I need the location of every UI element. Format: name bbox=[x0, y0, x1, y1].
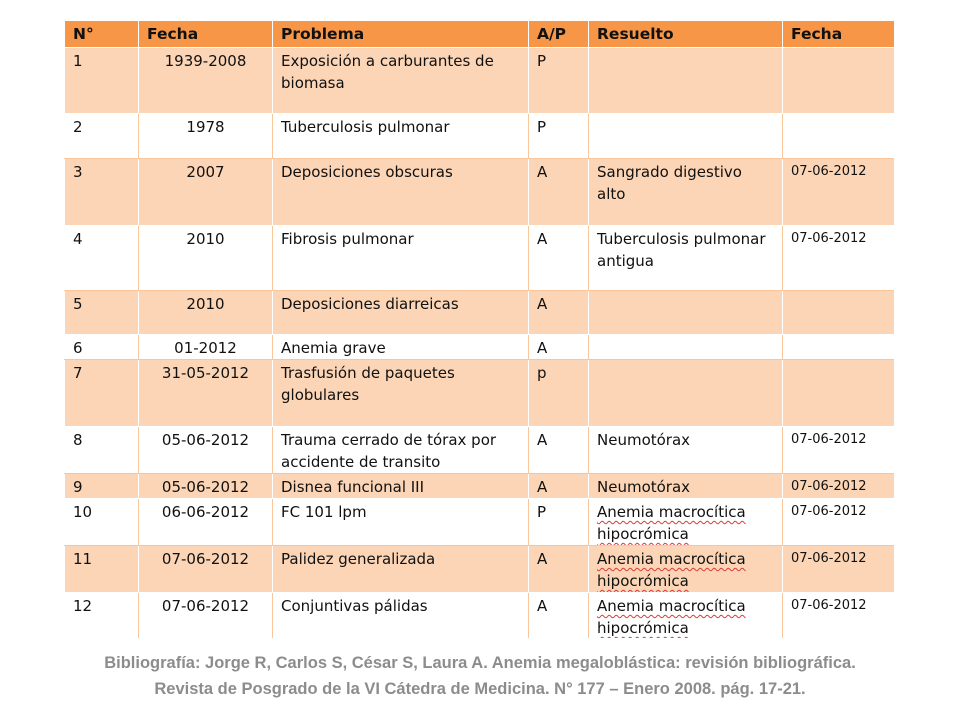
cell-fecha-resuelto: 07-06-2012 bbox=[783, 474, 895, 499]
cell-resuelto bbox=[589, 360, 783, 427]
header-num: N° bbox=[65, 21, 139, 48]
header-problema: Problema bbox=[273, 21, 529, 48]
cell-num: 6 bbox=[65, 335, 139, 360]
cell-num: 10 bbox=[65, 499, 139, 546]
cell-num: 3 bbox=[65, 159, 139, 226]
cell-num: 8 bbox=[65, 427, 139, 474]
cell-fecha: 1978 bbox=[139, 114, 273, 159]
cell-fecha-resuelto bbox=[783, 291, 895, 335]
cell-fecha: 1939-2008 bbox=[139, 48, 273, 114]
cell-num: 4 bbox=[65, 226, 139, 291]
cell-fecha-resuelto bbox=[783, 335, 895, 360]
cell-ap: A bbox=[529, 226, 589, 291]
cell-fecha: 01-2012 bbox=[139, 335, 273, 360]
cell-problema: Conjuntivas pálidas bbox=[273, 593, 529, 639]
cell-num: 5 bbox=[65, 291, 139, 335]
cell-ap: p bbox=[529, 360, 589, 427]
problem-list-table-container bbox=[64, 20, 894, 638]
cell-resuelto bbox=[589, 546, 783, 593]
cell-problema: Disnea funcional III bbox=[273, 474, 529, 499]
cell-num: 1 bbox=[65, 48, 139, 114]
cell-problema: Fibrosis pulmonar bbox=[273, 226, 529, 291]
cell-resuelto bbox=[589, 291, 783, 335]
cell-fecha-resuelto bbox=[783, 48, 895, 114]
cell-fecha-resuelto bbox=[783, 360, 895, 427]
cell-ap: P bbox=[529, 114, 589, 159]
caption-line-2: Revista de Posgrado de la VI Cátedra de Medicina. N° 177 – Enero 2008. pág. 17-21. bbox=[154, 680, 806, 698]
table-row bbox=[65, 335, 895, 360]
spellcheck-underline: Anemia macrocítica hipocrómica bbox=[597, 597, 746, 637]
cell-ap: A bbox=[529, 593, 589, 639]
cell-ap: A bbox=[529, 546, 589, 593]
cell-problema: Palidez generalizada bbox=[273, 546, 529, 593]
cell-fecha-resuelto: 07-06-2012 bbox=[783, 159, 895, 226]
table-row bbox=[65, 291, 895, 335]
header-fecha: Fecha bbox=[139, 21, 273, 48]
cell-problema: Tuberculosis pulmonar bbox=[273, 114, 529, 159]
table-row bbox=[65, 593, 895, 639]
cell-fecha: 06-06-2012 bbox=[139, 499, 273, 546]
spellcheck-underline: Anemia macrocítica hipocrómica bbox=[597, 550, 746, 590]
header-resuelto: Resuelto bbox=[589, 21, 783, 48]
cell-ap: A bbox=[529, 159, 589, 226]
cell-fecha-resuelto: 07-06-2012 bbox=[783, 593, 895, 639]
cell-problema: Anemia grave bbox=[273, 335, 529, 360]
cell-fecha: 31-05-2012 bbox=[139, 360, 273, 427]
cell-fecha: 05-06-2012 bbox=[139, 427, 273, 474]
cell-resuelto bbox=[589, 48, 783, 114]
cell-fecha-resuelto bbox=[783, 114, 895, 159]
cell-resuelto: Sangrado digestivo alto bbox=[589, 159, 783, 226]
cell-fecha-resuelto: 07-06-2012 bbox=[783, 499, 895, 546]
cell-problema: Trauma cerrado de tórax por accidente de transito bbox=[273, 427, 529, 474]
cell-ap: A bbox=[529, 474, 589, 499]
caption-line-1: Bibliografía: Jorge R, Carlos S, César S, Laura A. Anemia megaloblástica: revisión bibliográfica. bbox=[104, 654, 856, 672]
cell-num: 7 bbox=[65, 360, 139, 427]
table-row bbox=[65, 226, 895, 291]
table-row bbox=[65, 499, 895, 546]
problem-list-table bbox=[64, 20, 894, 638]
cell-fecha: 07-06-2012 bbox=[139, 546, 273, 593]
table-row bbox=[65, 474, 895, 499]
cell-resuelto bbox=[589, 499, 783, 546]
cell-fecha-resuelto: 07-06-2012 bbox=[783, 427, 895, 474]
cell-num: 2 bbox=[65, 114, 139, 159]
table-row bbox=[65, 159, 895, 226]
table-row bbox=[65, 48, 895, 114]
cell-fecha: 2007 bbox=[139, 159, 273, 226]
cell-fecha: 2010 bbox=[139, 226, 273, 291]
header-fecha-resuelto: Fecha bbox=[783, 21, 895, 48]
cell-ap: P bbox=[529, 499, 589, 546]
cell-resuelto: Neumotórax bbox=[589, 427, 783, 474]
cell-ap: A bbox=[529, 335, 589, 360]
cell-fecha: 05-06-2012 bbox=[139, 474, 273, 499]
cell-ap: A bbox=[529, 427, 589, 474]
cell-problema: Deposiciones obscuras bbox=[273, 159, 529, 226]
cell-resuelto bbox=[589, 593, 783, 639]
cell-problema: Deposiciones diarreicas bbox=[273, 291, 529, 335]
cell-fecha: 07-06-2012 bbox=[139, 593, 273, 639]
cell-problema: Exposición a carburantes de biomasa bbox=[273, 48, 529, 114]
cell-problema: Trasfusión de paquetes globulares bbox=[273, 360, 529, 427]
table-row bbox=[65, 546, 895, 593]
table-row bbox=[65, 360, 895, 427]
table-header-row bbox=[65, 21, 895, 48]
cell-num: 12 bbox=[65, 593, 139, 639]
cell-resuelto: Neumotórax bbox=[589, 474, 783, 499]
table-row bbox=[65, 114, 895, 159]
cell-num: 11 bbox=[65, 546, 139, 593]
cell-resuelto bbox=[589, 335, 783, 360]
cell-fecha: 2010 bbox=[139, 291, 273, 335]
bibliography-caption bbox=[0, 650, 960, 702]
cell-resuelto bbox=[589, 114, 783, 159]
cell-fecha-resuelto: 07-06-2012 bbox=[783, 546, 895, 593]
cell-num: 9 bbox=[65, 474, 139, 499]
cell-fecha-resuelto: 07-06-2012 bbox=[783, 226, 895, 291]
cell-resuelto: Tuberculosis pulmonar antigua bbox=[589, 226, 783, 291]
cell-ap: A bbox=[529, 291, 589, 335]
spellcheck-underline: Anemia macrocítica hipocrómica bbox=[597, 503, 746, 543]
table-row bbox=[65, 427, 895, 474]
header-ap: A/P bbox=[529, 21, 589, 48]
cell-ap: P bbox=[529, 48, 589, 114]
cell-problema: FC 101 lpm bbox=[273, 499, 529, 546]
